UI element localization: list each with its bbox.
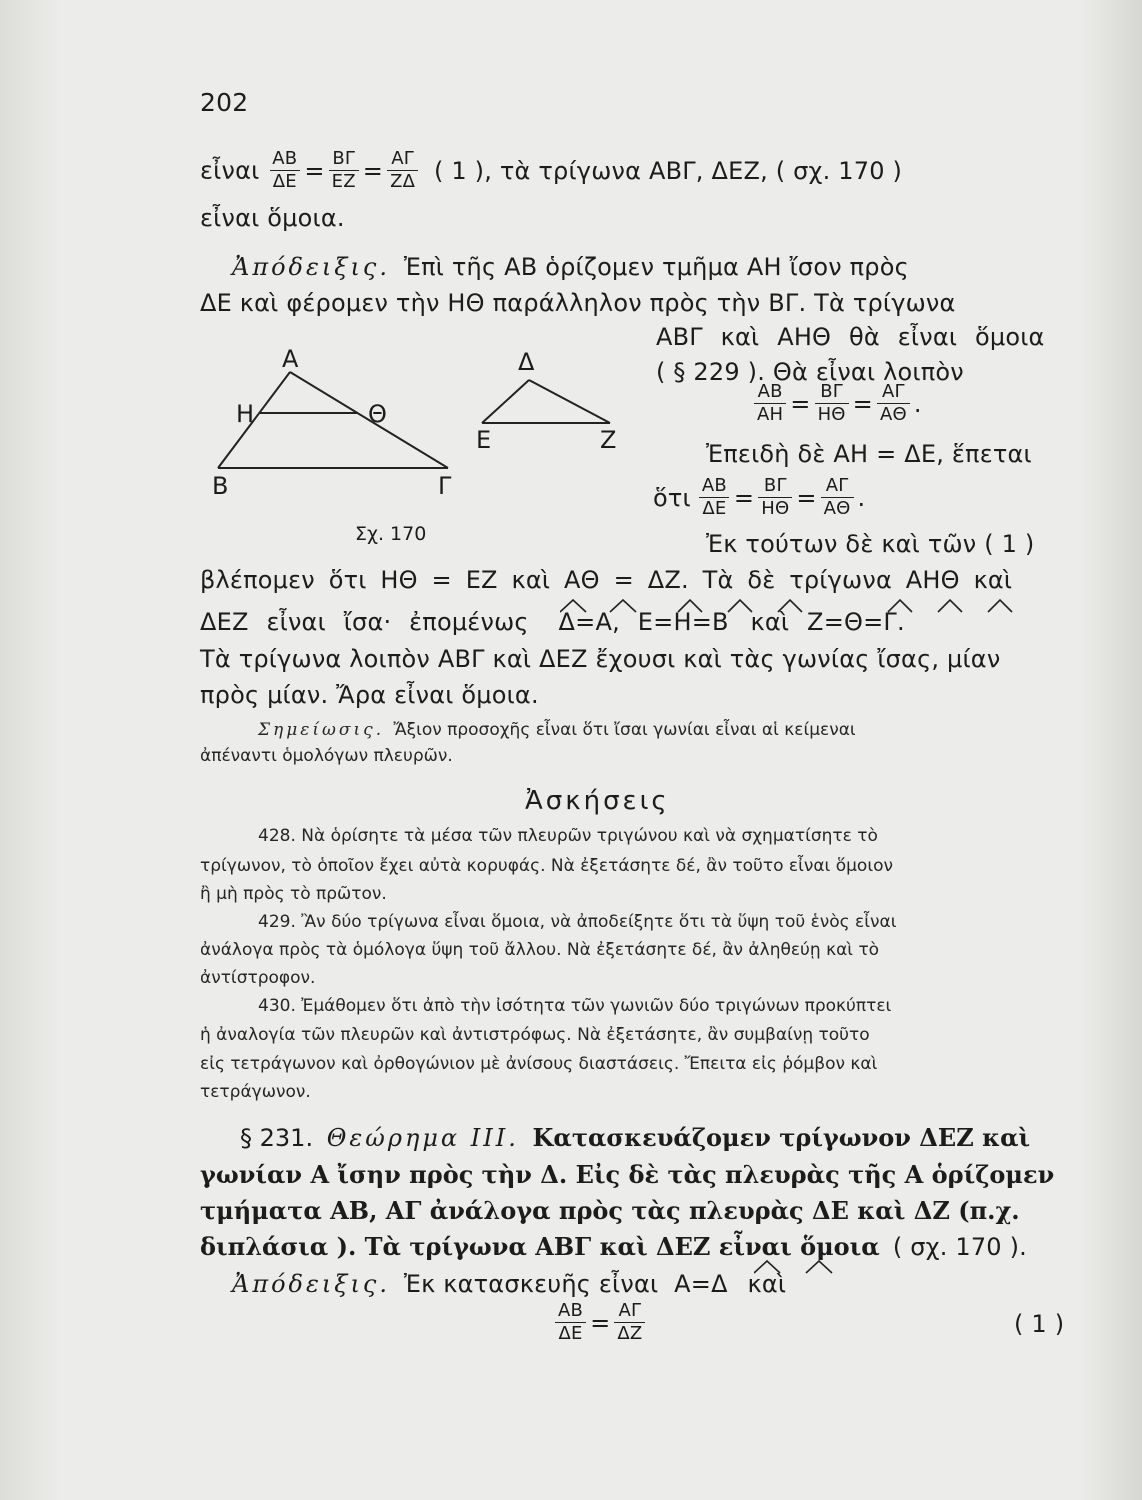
label-z: Ζ (600, 426, 617, 454)
theorem-line-2: γωνίαν Α ἴσην πρὸς τὴν Δ. Εἰς δὲ τὰς πλευρὰς τῆς Α ὁρίζομεν (200, 1160, 1055, 1189)
proof-2-kai: καὶ (747, 1270, 787, 1298)
note-label: Σημείωσις. (258, 720, 385, 740)
note-line-2: ἀπέναντι ὁμολόγων πλευρῶν. (200, 746, 453, 766)
proof-1-line-7: Ἐκ τούτων δὲ καὶ τῶν ( 1 ) (706, 530, 1035, 558)
ex-428-line-3: ἢ μὴ πρὸς τὸ πρῶτον. (200, 884, 387, 904)
angle-equalities: Δ=Α, Ε=Η=Β καὶ Ζ=Θ=Γ. (558, 608, 905, 636)
label-e: Ε (476, 426, 492, 454)
angle-a: Α (674, 1270, 691, 1298)
equation-number: ( 1 ) (1014, 1310, 1065, 1338)
triangle-dez (482, 380, 610, 423)
theorem-section: § 231. (240, 1124, 314, 1152)
label-b: Β (212, 472, 229, 500)
proof-2-fractions: $\frac{AB}{\Delta E}$ = $\frac{A\Gamma}{\Delta Z}$ (553, 1300, 647, 1345)
label-th: Θ (368, 400, 387, 428)
proof-1-line-1 (232, 253, 909, 281)
line-2: εἶναι ὅμοια. (200, 204, 345, 232)
figure-caption: Σχ. 170 (355, 523, 427, 545)
ex-430-line-2: ἡ ἀναλογία τῶν πλευρῶν καὶ ἀντιστρόφως. Νὰ ἐξετάσητε, ἂν συμβαίνῃ τοῦτο (200, 1025, 870, 1045)
fraction-bg-ez: $\frac{B\Gamma}{EZ}$ (329, 148, 359, 193)
ex-430-line-1: 430. Ἐμάθομεν ὅτι ἀπὸ τὴν ἰσότητα τῶν γωνιῶν δύο τριγώνων προκύπτει (258, 996, 892, 1016)
ex-430-line-4: τετράγωνον. (200, 1082, 311, 1102)
line-1-end: ( 1 ), τὰ τρίγωνα ΑΒΓ, ΔΕΖ, ( σχ. 170 ) (433, 156, 903, 185)
proof-2-angle-hats (754, 1258, 874, 1276)
proof-1-fractions-1: $\frac{AB}{AH}$ = $\frac{B\Gamma}{H\Theta}$ = $\frac{A\Gamma}{A\Theta}$ . (752, 381, 924, 426)
theorem-text-1: Κατασκευάζομεν τρίγωνον ΔΕΖ καὶ (532, 1123, 1031, 1152)
angle-d: Δ (711, 1270, 728, 1298)
exercises-title: Ἀσκήσεις (525, 786, 670, 816)
label-g: Γ (438, 472, 452, 500)
theorem-name: Θεώρημα III. (326, 1124, 519, 1152)
figure-170 (200, 340, 640, 550)
proof-1-line-9: ΔΕΖ εἶναι ἴσα· ἐπομένως Δ=Α, Ε=Η=Β καὶ Ζ=Θ=Γ. (200, 608, 905, 636)
angle-hats (560, 596, 1100, 616)
ex-429-line-2: ἀνάλογα πρὸς τὰ ὁμόλογα ὕψη τοῦ ἄλλου. Νὰ ἐξετάσητε δέ, ἂν ἀληθεύῃ καὶ τὸ (200, 940, 880, 960)
proof-1-line-10: Τὰ τρίγωνα λοιπὸν ΑΒΓ καὶ ΔΕΖ ἔχουσι καὶ τὰς γωνίας ἴσας, μίαν (200, 645, 1001, 673)
proof-1-line-2: ΔΕ καὶ φέρομεν τὴν ΗΘ παράλληλον πρὸς τὴν ΒΓ. Τὰ τρίγωνα (200, 289, 956, 317)
page-number: 202 (200, 88, 249, 117)
theorem-line-4 (200, 1232, 1027, 1261)
label-a: Α (282, 345, 299, 373)
ex-428-line-2: τρίγωνον, τὸ ὁποῖον ἔχει αὐτὰ κορυφάς. Νὰ ἐξετάσητε δέ, ἂν τοῦτο εἶναι ὅμοιον (200, 856, 893, 876)
theorem-line-1 (240, 1123, 1030, 1152)
fraction-ab-de: $\frac{AB}{\Delta E}$ (269, 148, 300, 193)
proof-1-fractions-2: ὅτι $\frac{AB}{\Delta E}$ = $\frac{B\Gamma}{H\Theta}$ = $\frac{A\Gamma}{A\Theta}$ . (653, 475, 866, 519)
label-h: Η (236, 400, 255, 428)
proof-label: Ἀπόδειξις. (232, 253, 390, 281)
note-text-1: Ἄξιον προσοχῆς εἶναι ὅτι ἴσαι γωνίαι εἶναι αἱ κείμεναι (393, 720, 856, 740)
fraction-ag-zd: $\frac{A\Gamma}{Z\Delta}$ (387, 148, 418, 193)
ex-429-line-1: 429. Ἂν δύο τρίγωνα εἶναι ὅμοια, νὰ ἀποδείξητε ὅτι τὰ ὕψη τοῦ ἑνὸς εἶναι (258, 912, 897, 932)
note-line-1 (258, 720, 856, 740)
ex-429-line-3: ἀντίστροφον. (200, 968, 316, 988)
proof-1-line-8: βλέπομεν ὅτι ΗΘ = ΕΖ καὶ ΑΘ = ΔΖ. Τὰ δὲ τρίγωνα ΑΗΘ καὶ (200, 566, 1013, 594)
theorem-line-3: τμήματα ΑΒ, ΑΓ ἀνάλογα πρὸς τὰς πλευρὰς ΔΕ καὶ ΔΖ (π.χ. (200, 1196, 1020, 1225)
proof-1-line-4: ( § 229 ). Θὰ εἶναι λοιπὸν (656, 358, 964, 386)
label-d: Δ (518, 348, 535, 376)
proof-2-label: Ἀπόδειξις. (232, 1270, 390, 1298)
proof-1-line-5: Ἐπειδὴ δὲ ΑΗ = ΔΕ, ἕπεται (706, 440, 1032, 468)
proof-1-text-1: Ἐπὶ τῆς ΑΒ ὁρίζομεν τμῆμα ΑΗ ἴσον πρὸς (403, 253, 909, 281)
ex-428-line-1: 428. Νὰ ὁρίσητε τὰ μέσα τῶν πλευρῶν τριγώνου καὶ νὰ σχηματίσητε τὸ (258, 826, 878, 846)
proof-1-line-3: ΑΒΓ καὶ ΑΗΘ θὰ εἶναι ὅμοια (656, 323, 1045, 351)
proof-1-line-11: πρὸς μίαν. Ἄρα εἶναι ὅμοια. (200, 681, 539, 709)
proof-2-text: Ἐκ κατασκευῆς εἶναι (403, 1270, 659, 1298)
line-1: εἶναι $\frac{AB}{\Delta E}$ = $\frac{B\Gamma}{EZ}$ = $\frac{A\Gamma}{Z\Delta}$ ( 1 ), τὰ τρίγωνα ΑΒΓ, ΔΕΖ, ( σχ. 170 ) (200, 148, 903, 192)
theorem-text-4: διπλάσια ). Τὰ τρίγωνα ΑΒΓ καὶ ΔΕΖ εἶναι ὅμοια (200, 1232, 880, 1261)
proof-2-line-1: Ἀπόδειξις. Ἐκ κατασκευῆς εἶναι Α=Δ καὶ (232, 1270, 787, 1298)
line-1-start: εἶναι (200, 156, 260, 185)
theorem-ref: ( σχ. 170 ). (892, 1233, 1027, 1261)
ex-430-line-3: εἰς τετράγωνον καὶ ὀρθογώνιον μὲ ἀνίσους διαστάσεις. Ἔπειτα εἰς ῥόμβον καὶ (200, 1054, 878, 1074)
